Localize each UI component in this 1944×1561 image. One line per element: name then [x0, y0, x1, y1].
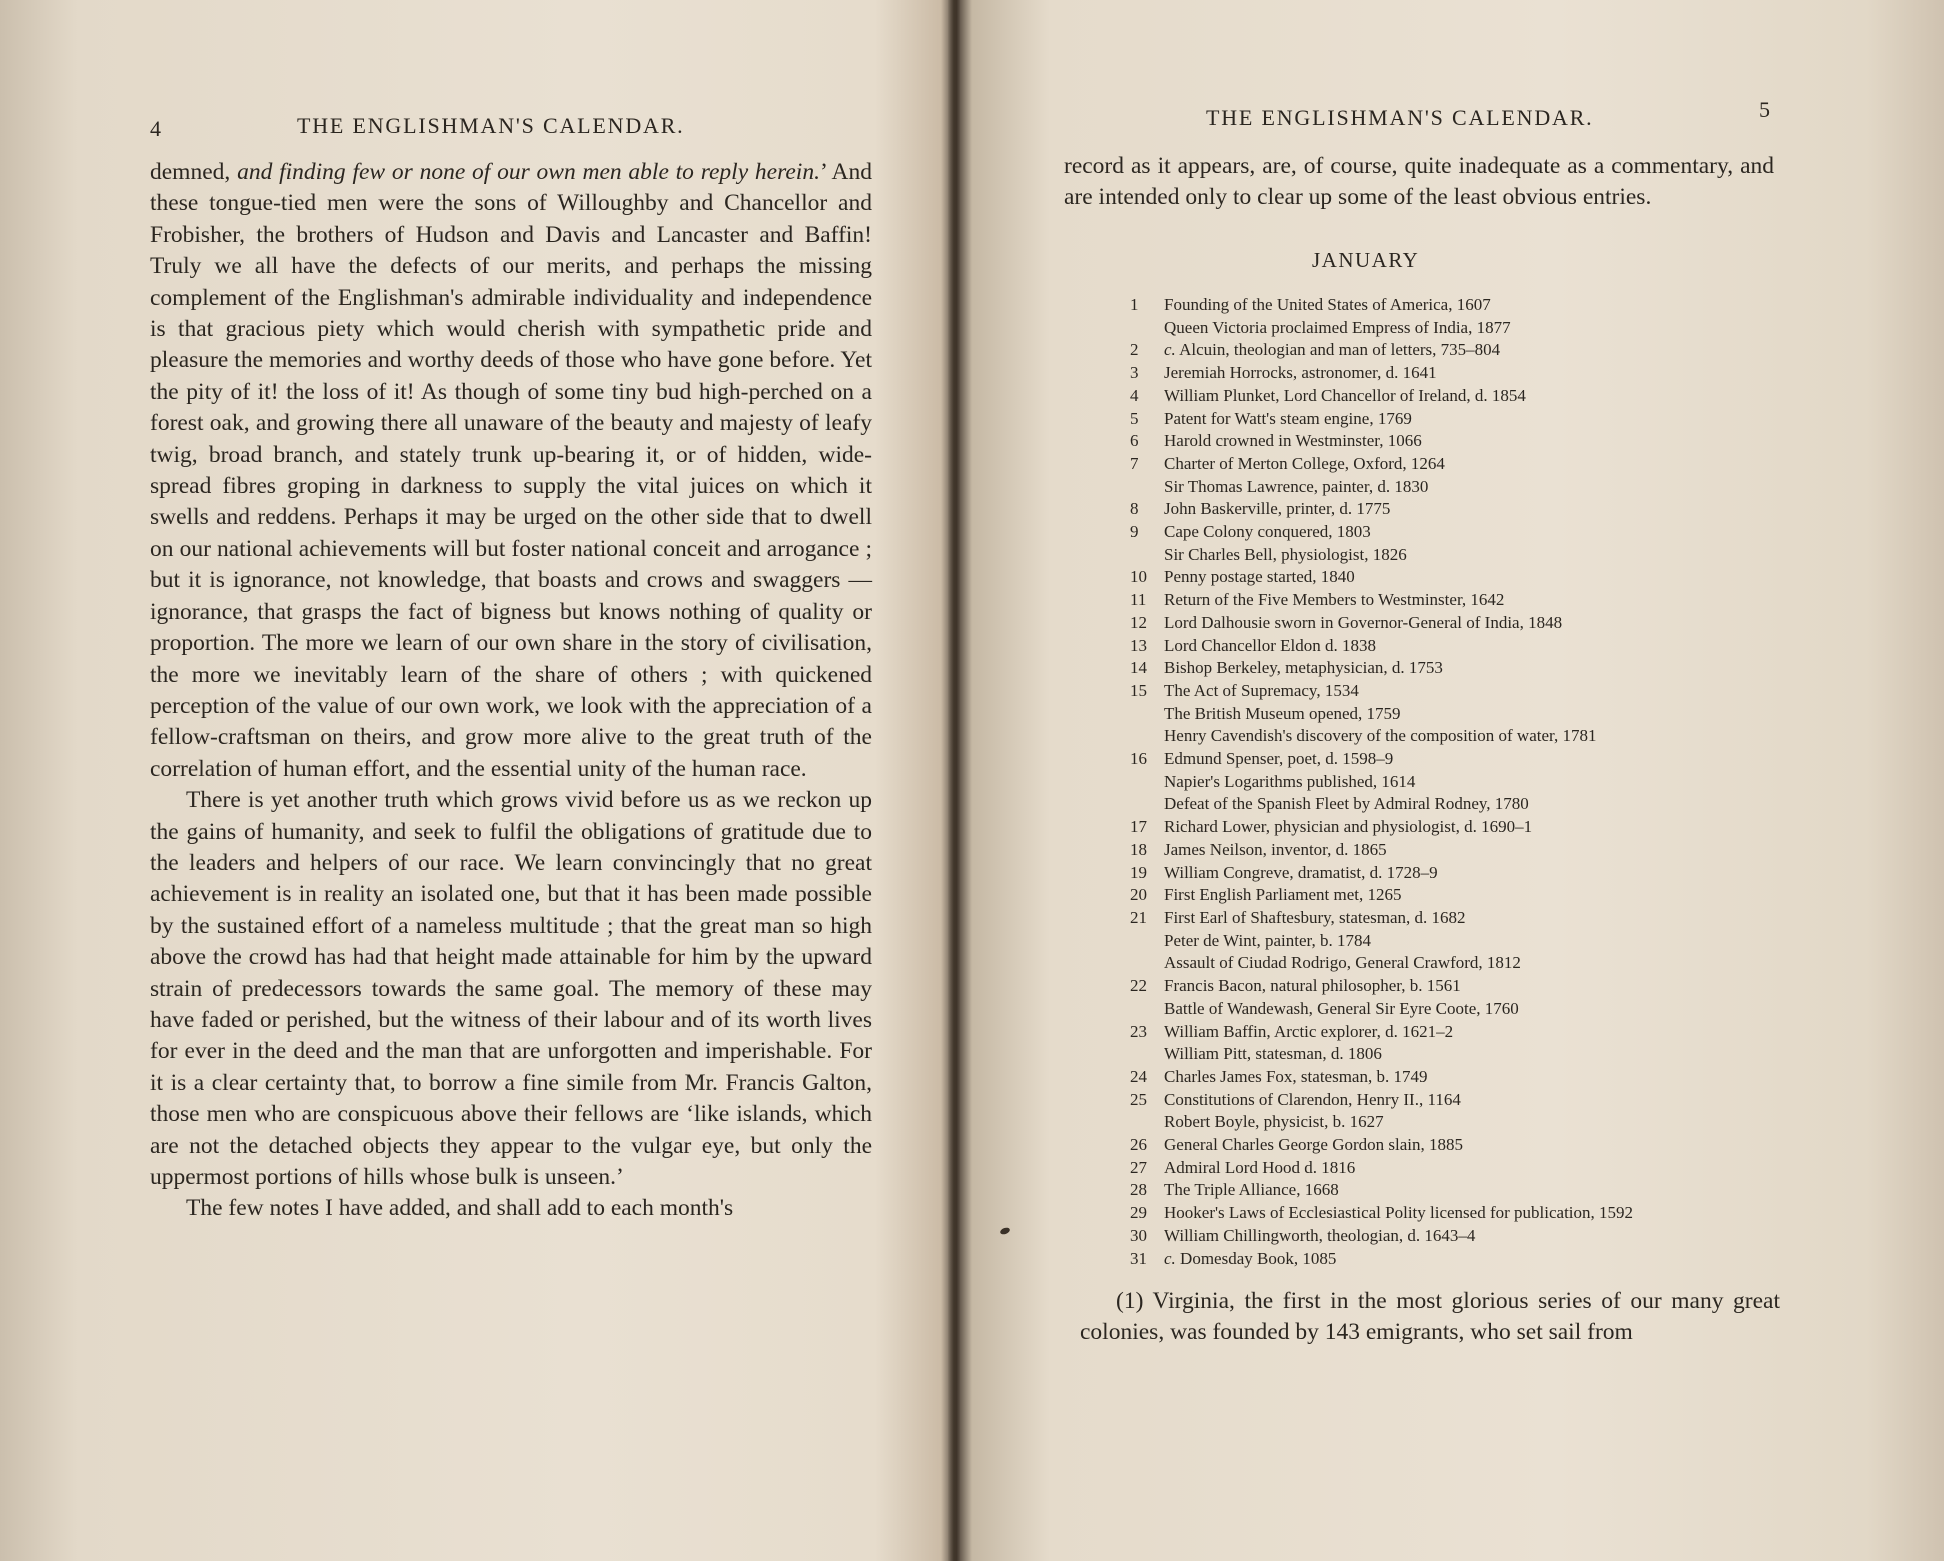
calendar-entry-label: William Pitt, statesman, d. 1806 — [1164, 1044, 1382, 1064]
calendar-entry-label: Founding of the United States of America, 1607 — [1164, 295, 1491, 314]
calendar-entry-label: John Baskerville, printer, d. 1775 — [1164, 499, 1391, 519]
calendar-day-number: 6 — [1130, 431, 1139, 451]
para1-lead: demned, — [150, 159, 238, 185]
calendar-day-number: 2 — [1130, 340, 1139, 360]
calendar-day-number: 4 — [1130, 385, 1139, 405]
calendar-entry-text — [1164, 362, 1780, 385]
calendar-day-number — [1130, 725, 1164, 748]
calendar-entry — [1130, 453, 1780, 476]
calendar-entry-text — [1164, 771, 1780, 794]
calendar-entry-label: William Congreve, dramatist, d. 1728–9 — [1164, 862, 1438, 882]
calendar-entry — [1130, 1043, 1780, 1066]
calendar-entry-label: Robert Boyle, physicist, b. 1627 — [1164, 1112, 1384, 1132]
calendar-entry — [1130, 998, 1780, 1021]
calendar-entry-text — [1164, 1179, 1780, 1202]
calendar-entry-text — [1164, 839, 1780, 862]
calendar-day-number: 13 — [1130, 635, 1147, 655]
running-head-left: THE ENGLISHMAN'S CALENDAR. — [297, 113, 685, 138]
calendar-entry — [1130, 498, 1780, 521]
calendar-entry — [1130, 294, 1780, 317]
calendar-entry-label: Return of the Five Members to Westminster, 1642 — [1164, 590, 1505, 610]
calendar-entry — [1130, 952, 1780, 975]
calendar-entry-label: Harold crowned in Westminster, 1066 — [1164, 431, 1422, 451]
calendar-entry — [1130, 1021, 1780, 1044]
calendar-entry-label: Richard Lower, physician and physiologist, d. 1690–1 — [1164, 817, 1533, 837]
calendar-entry-label: Alcuin, theologian and man of letters, 735–804 — [1179, 340, 1501, 360]
calendar-entry-label: First Earl of Shaftesbury, statesman, d. 1682 — [1164, 907, 1466, 927]
calendar-entry-label: Cape Colony conquered, 1803 — [1164, 522, 1371, 542]
calendar-day-number: 14 — [1130, 658, 1147, 678]
calendar-entry-label: Queen Victoria proclaimed Empress of India, 1877 — [1164, 317, 1511, 337]
calendar-entry-text — [1164, 385, 1780, 408]
calendar-entry-label: Constitutions of Clarendon, Henry II., 1164 — [1164, 1089, 1461, 1109]
calendar-day-number — [1130, 703, 1164, 726]
paragraph-2: There is yet another truth which grows vivid before us as we reckon up the gains of humanity, and seek to fulfil the obligations of gratitude due to the leaders and helpers of our race. We learn convincingly that no great achievement is in reality an isolated one, but that it has been made possible by the sustained effort of a nameless multitude ; that the great man so high above the crowd has had that height made attainable for him by the upward strain of predecessors towards the same goal. The memory of these may have faded or perished, but the witness of their labour and of its worth lives for ever in the deed and the man that are unforgotten and imperishable. For it is a clear certainty that, to borrow a fine simile from Mr. Francis Galton, those men who are conspicuous above their fellows are ‘like islands, which are not the detached objects they appear to the vulgar eye, but only the uppermost portions of hills whose bulk is unseen.’ — [150, 787, 872, 1190]
calendar-entry-text — [1164, 680, 1780, 703]
calendar-entry — [1130, 1202, 1780, 1225]
calendar-day-number: 22 — [1130, 976, 1147, 996]
calendar-entry — [1130, 612, 1780, 635]
calendar-entry-text — [1164, 1157, 1780, 1180]
calendar-entry — [1130, 544, 1780, 567]
calendar-day-number: 15 — [1130, 680, 1147, 700]
calendar-entry — [1130, 657, 1780, 680]
calendar-day-number — [1130, 476, 1164, 499]
calendar-day-number: 17 — [1130, 817, 1147, 837]
calendar-entry-label: Assault of Ciudad Rodrigo, General Crawford, 1812 — [1164, 953, 1521, 973]
calendar-day-number: 29 — [1130, 1203, 1147, 1223]
calendar-entry-label: The British Museum opened, 1759 — [1164, 703, 1401, 723]
calendar-day-number — [1130, 544, 1164, 567]
calendar-entry — [1130, 1089, 1780, 1112]
calendar-day-number: 24 — [1130, 1066, 1147, 1086]
calendar-entry-text — [1164, 566, 1780, 589]
calendar-entry-label: General Charles George Gordon slain, 1885 — [1164, 1135, 1463, 1155]
calendar-day-number: 18 — [1130, 839, 1147, 859]
calendar-entry-text — [1164, 1225, 1780, 1248]
calendar-day-number: 7 — [1130, 453, 1139, 473]
calendar-entry-text — [1164, 930, 1780, 953]
calendar-entry-text — [1164, 1089, 1780, 1112]
calendar-entry-text — [1164, 907, 1780, 930]
calendar-day-number: 1 — [1130, 295, 1139, 314]
right-page — [960, 0, 1944, 1561]
calendar-entry-label: Napier's Logarithms published, 1614 — [1164, 771, 1416, 791]
calendar-day-number: 16 — [1130, 749, 1147, 769]
calendar-day-number: 11 — [1130, 590, 1147, 610]
calendar-entry-text — [1164, 453, 1780, 476]
calendar-entry-label: Patent for Watt's steam engine, 1769 — [1164, 408, 1412, 428]
calendar-day-number — [1130, 1043, 1164, 1066]
calendar-entry — [1130, 339, 1780, 362]
calendar-entry-text — [1164, 294, 1780, 317]
calendar-entry — [1130, 680, 1780, 703]
calendar-entry — [1130, 1134, 1780, 1157]
calendar-entry — [1130, 907, 1780, 930]
calendar-entry-text — [1164, 725, 1780, 748]
calendar-entry-text — [1164, 521, 1780, 544]
italic-quote: and finding few or none of our own men able to reply herein. — [237, 159, 820, 185]
calendar-day-number: 31 — [1130, 1248, 1147, 1268]
calendar-entry-text — [1164, 544, 1780, 567]
calendar-entry — [1130, 1066, 1780, 1089]
left-page — [0, 0, 950, 1561]
calendar-entry — [1130, 975, 1780, 998]
calendar-day-number — [1130, 1111, 1164, 1134]
calendar-entry — [1130, 748, 1780, 771]
calendar-day-number: 21 — [1130, 907, 1147, 927]
calendar-entry-text — [1164, 317, 1780, 340]
calendar-list — [1130, 294, 1780, 1270]
calendar-entry-text — [1164, 952, 1780, 975]
calendar-entry-text — [1164, 408, 1780, 431]
calendar-entry-label: Domesday Book, 1085 — [1180, 1248, 1337, 1268]
calendar-entry — [1130, 816, 1780, 839]
calendar-entry-text — [1164, 589, 1780, 612]
calendar-entry-label: The Triple Alliance, 1668 — [1164, 1180, 1339, 1200]
calendar-day-number: 25 — [1130, 1089, 1147, 1109]
calendar-entry — [1130, 408, 1780, 431]
calendar-day-number: 20 — [1130, 885, 1147, 905]
calendar-entry — [1130, 317, 1780, 340]
left-page-text — [150, 157, 872, 1225]
calendar-entry-text — [1164, 1043, 1780, 1066]
calendar-day-number: 5 — [1130, 408, 1139, 428]
calendar-entry-text — [1164, 793, 1780, 816]
calendar-entry-label: Jeremiah Horrocks, astronomer, d. 1641 — [1164, 363, 1437, 383]
calendar-day-number: 3 — [1130, 363, 1139, 383]
calendar-entry-label: Peter de Wint, painter, b. 1784 — [1164, 930, 1371, 950]
calendar-day-number — [1130, 952, 1164, 975]
calendar-day-number: 10 — [1130, 567, 1147, 587]
calendar-entry-text — [1164, 862, 1780, 885]
calendar-entry-label: James Neilson, inventor, d. 1865 — [1164, 839, 1387, 859]
calendar-entry — [1130, 930, 1780, 953]
paragraph-1 — [150, 157, 872, 785]
calendar-entry — [1130, 362, 1780, 385]
calendar-entry-text — [1164, 612, 1780, 635]
calendar-entry-label: Sir Thomas Lawrence, painter, d. 1830 — [1164, 476, 1429, 496]
calendar-entry — [1130, 566, 1780, 589]
calendar-entry — [1130, 884, 1780, 907]
calendar-entry-label: Lord Dalhousie sworn in Governor-General of India, 1848 — [1164, 612, 1563, 632]
right-intro — [1064, 151, 1774, 214]
circa-marker: c. — [1164, 340, 1176, 360]
calendar-entry-label: Charles James Fox, statesman, b. 1749 — [1164, 1066, 1428, 1086]
calendar-entry — [1130, 635, 1780, 658]
month-heading: JANUARY — [1312, 248, 1420, 272]
calendar-day-number — [1130, 317, 1164, 340]
calendar-entry — [1130, 1111, 1780, 1134]
calendar-entry-text — [1164, 476, 1780, 499]
calendar-entry-label: First English Parliament met, 1265 — [1164, 885, 1402, 905]
calendar-entry-label: William Chillingworth, theologian, d. 1643–4 — [1164, 1225, 1476, 1245]
calendar-entry-text — [1164, 1066, 1780, 1089]
calendar-day-number: 26 — [1130, 1135, 1147, 1155]
calendar-entry — [1130, 589, 1780, 612]
calendar-entry-label: Charter of Merton College, Oxford, 1264 — [1164, 453, 1445, 473]
calendar-day-number: 19 — [1130, 862, 1147, 882]
footnote-paragraph: (1) Virginia, the first in the most glorious series of our many great colonies, was founded by 143 emigrants, who set sail from — [1080, 1288, 1780, 1346]
calendar-entry-text — [1164, 1021, 1780, 1044]
calendar-entry-text — [1164, 1248, 1780, 1271]
calendar-entry — [1130, 862, 1780, 885]
calendar-day-number: 30 — [1130, 1225, 1147, 1245]
calendar-entry-text — [1164, 1111, 1780, 1134]
calendar-entry — [1130, 385, 1780, 408]
calendar-entry-text — [1164, 975, 1780, 998]
calendar-entry — [1130, 1248, 1780, 1271]
intro-paragraph: record as it appears, are, of course, quite inadequate as a commentary, and are intended only to clear up some of the least obvious entries. — [1064, 153, 1774, 211]
calendar-entry — [1130, 839, 1780, 862]
calendar-entry-label: Admiral Lord Hood d. 1816 — [1164, 1157, 1356, 1177]
calendar-entry-text — [1164, 430, 1780, 453]
calendar-day-number: 23 — [1130, 1021, 1147, 1041]
calendar-entry-text — [1164, 657, 1780, 680]
calendar-day-number — [1130, 930, 1164, 953]
calendar-entry-text — [1164, 1134, 1780, 1157]
calendar-entry-label: Battle of Wandewash, General Sir Eyre Coote, 1760 — [1164, 998, 1519, 1018]
calendar-day-number: 9 — [1130, 522, 1139, 542]
calendar-entry — [1130, 703, 1780, 726]
calendar-entry-text — [1164, 339, 1780, 362]
calendar-entry-text — [1164, 998, 1780, 1021]
paragraph-3: The few notes I have added, and shall add to each month's — [186, 1195, 734, 1222]
calendar-entry-text — [1164, 498, 1780, 521]
calendar-entry — [1130, 430, 1780, 453]
calendar-entry-text — [1164, 703, 1780, 726]
calendar-day-number: 28 — [1130, 1180, 1147, 1200]
calendar-entry-text — [1164, 748, 1780, 771]
calendar-entry-label: Henry Cavendish's discovery of the composition of water, 1781 — [1164, 726, 1597, 746]
calendar-entry-label: Lord Chancellor Eldon d. 1838 — [1164, 635, 1376, 655]
calendar-entry-label: Edmund Spenser, poet, d. 1598–9 — [1164, 749, 1394, 769]
calendar-entry-label: William Baffin, Arctic explorer, d. 1621–2 — [1164, 1021, 1454, 1041]
calendar-entry-label: Sir Charles Bell, physiologist, 1826 — [1164, 544, 1407, 564]
calendar-entry-label: Penny postage started, 1840 — [1164, 567, 1355, 587]
calendar-entry — [1130, 771, 1780, 794]
calendar-entry-label: The Act of Supremacy, 1534 — [1164, 680, 1359, 700]
calendar-entry — [1130, 725, 1780, 748]
circa-marker: c. — [1164, 1248, 1176, 1268]
calendar-entry — [1130, 521, 1780, 544]
calendar-day-number: 8 — [1130, 499, 1139, 519]
calendar-entry-text — [1164, 816, 1780, 839]
calendar-entry-label: William Plunket, Lord Chancellor of Ireland, d. 1854 — [1164, 385, 1526, 405]
page-number-left: 4 — [150, 116, 162, 141]
calendar-entry-text — [1164, 635, 1780, 658]
calendar-entry-label: Defeat of the Spanish Fleet by Admiral Rodney, 1780 — [1164, 794, 1529, 814]
calendar-entry — [1130, 476, 1780, 499]
calendar-entry — [1130, 1157, 1780, 1180]
calendar-entry-label: Francis Bacon, natural philosopher, b. 1561 — [1164, 976, 1461, 996]
calendar-entry-label: Bishop Berkeley, metaphysician, d. 1753 — [1164, 658, 1443, 678]
running-head-right: THE ENGLISHMAN'S CALENDAR. — [1206, 105, 1594, 130]
page-number-right: 5 — [1759, 97, 1771, 122]
calendar-entry-label: Hooker's Laws of Ecclesiastical Polity licensed for publication, 1592 — [1164, 1203, 1634, 1223]
calendar-entry — [1130, 793, 1780, 816]
ink-speck — [999, 1226, 1010, 1235]
calendar-entry — [1130, 1179, 1780, 1202]
calendar-day-number — [1130, 793, 1164, 816]
calendar-entry-text — [1164, 1202, 1780, 1225]
calendar-day-number: 12 — [1130, 612, 1147, 632]
calendar-entry-text — [1164, 884, 1780, 907]
para1-body: ’ And these tongue-tied men were the sons of Willoughby and Chancellor and Frobisher, the brothers of Hudson and Davis and Lancaster and Baffin! Truly we all have the defects of our merits, and perhaps the missing complement of the Englishman's admirable individuality and independence is that gracious piety which would cherish with sympathetic pride and pleasure the memories and worthy deeds of those who have gone before. Yet the pity of it! the loss of it! As though of some tiny bud high-perched on a forest oak, and growing there all unaware of the beauty and majesty of leafy twig, broad branch, and stately trunk up-bearing it, or of hidden, wide-spread fibres groping in darkness to supply the vital juices on which it swells and reddens. Perhaps it may be urged on the other side that to dwell on our national achievements will but foster national conceit and arrogance ; but it is ignorance, not knowledge, that boasts and crows and swaggers —ignorance, that grasps the fact of bigness but knows nothing of quality or proportion. The more we learn of our own share in the story of civilisation, the more we inevitably learn of the share of others ; with quickened perception of the value of our own work, we look with the appreciation of a fellow-craftsman on theirs, and grow more alive to the great truth of the correlation of human effort, and the essential unity of the human race. — [150, 159, 872, 782]
calendar-day-number: 27 — [1130, 1157, 1147, 1177]
calendar-day-number — [1130, 998, 1164, 1021]
calendar-entry — [1130, 1225, 1780, 1248]
calendar-day-number — [1130, 771, 1164, 794]
